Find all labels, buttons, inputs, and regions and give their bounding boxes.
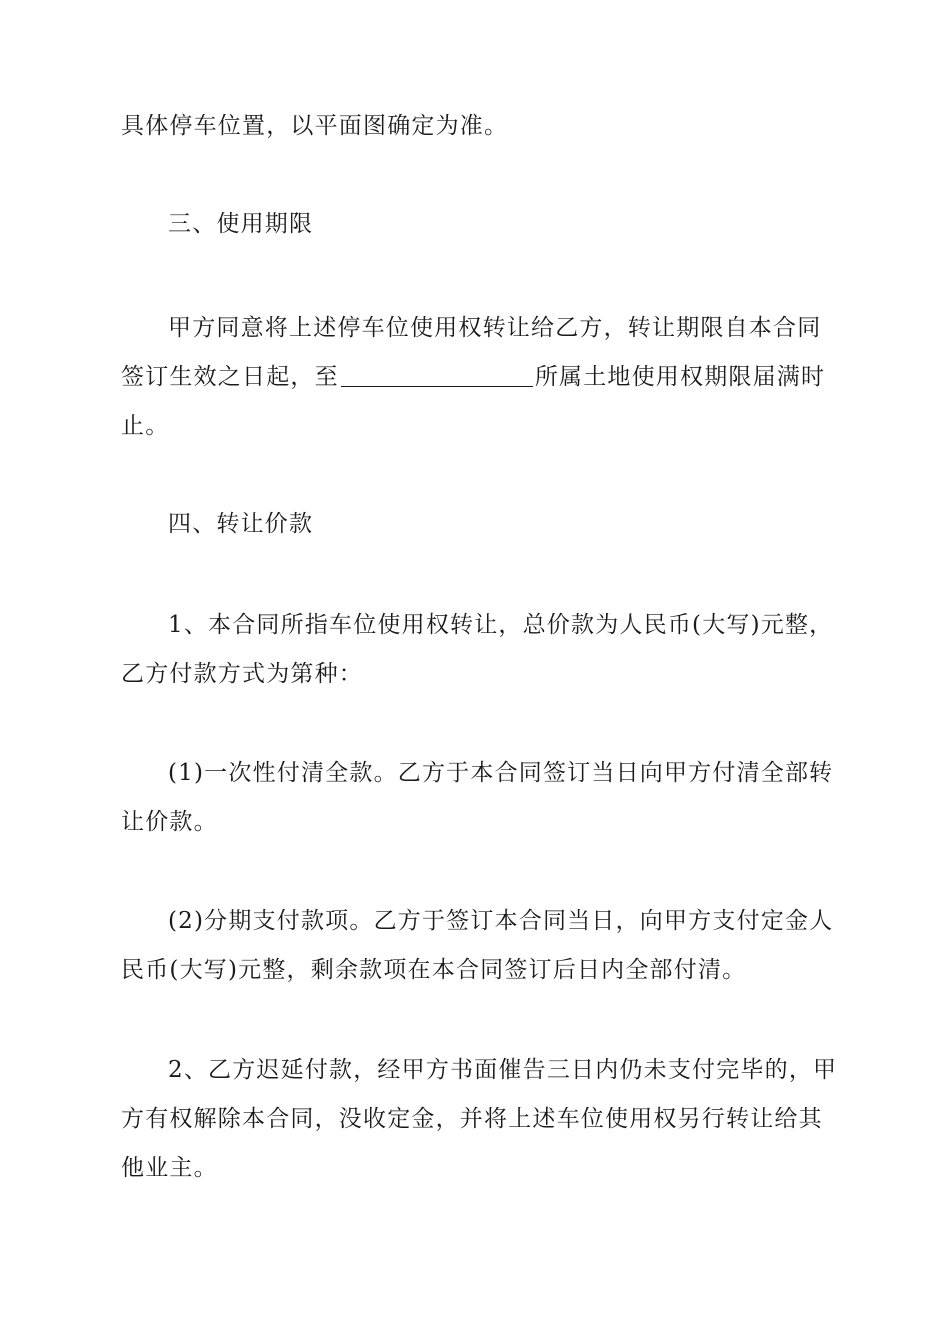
- section-heading-transfer-price: [121, 500, 880, 549]
- paragraph-line: 止。: [121, 413, 170, 439]
- heading-text: 四、转让价款: [168, 511, 314, 537]
- paragraph-line: 方有权解除本合同，没收定金，并将上述车位使用权另行转让给其: [121, 1106, 823, 1132]
- paragraph-line: 具体停车位置，以平面图确定为准。: [121, 113, 509, 139]
- section-heading-usage-period: [121, 200, 880, 249]
- paragraph-line-with-blank: [121, 353, 833, 402]
- paragraph-line: 乙方付款方式为第种：: [121, 661, 363, 687]
- paragraph-line: 让价款。: [121, 809, 218, 835]
- paragraph-line: (1)一次性付清全款。乙方于本合同签订当日向甲方付清全部转: [168, 760, 834, 786]
- paragraph-line: 1、本合同所指车位使用权转让，总价款为人民币(大写)元整，: [168, 612, 834, 638]
- paragraph-parking-location: [121, 102, 833, 151]
- line-text-before-blank: 签订生效之日起，至: [121, 364, 339, 390]
- paragraph-total-price: [121, 601, 833, 699]
- paragraph-line: (2)分期支付款项。乙方于签订本合同当日，向甲方支付定金人: [168, 908, 834, 934]
- paragraph-installment-payment: [121, 897, 833, 995]
- paragraph-line: 民币(大写)元整，剩余款项在本合同签订后日内全部付清。: [121, 957, 747, 983]
- paragraph-line: 2、乙方迟延付款，经甲方书面催告三日内仍未支付完毕的，甲: [168, 1057, 838, 1083]
- paragraph-line: 他业主。: [121, 1155, 218, 1181]
- paragraph-transfer-term: [121, 304, 833, 451]
- fill-in-blank: [341, 362, 533, 387]
- paragraph-line: 甲方同意将上述停车位使用权转让给乙方，转让期限自本合同: [168, 315, 822, 341]
- paragraph-late-payment: [121, 1046, 838, 1193]
- line-text-after-blank: 所属土地使用权期限届满时: [534, 364, 826, 390]
- paragraph-lump-sum-payment: [121, 749, 833, 847]
- heading-text: 三、使用期限: [168, 211, 314, 237]
